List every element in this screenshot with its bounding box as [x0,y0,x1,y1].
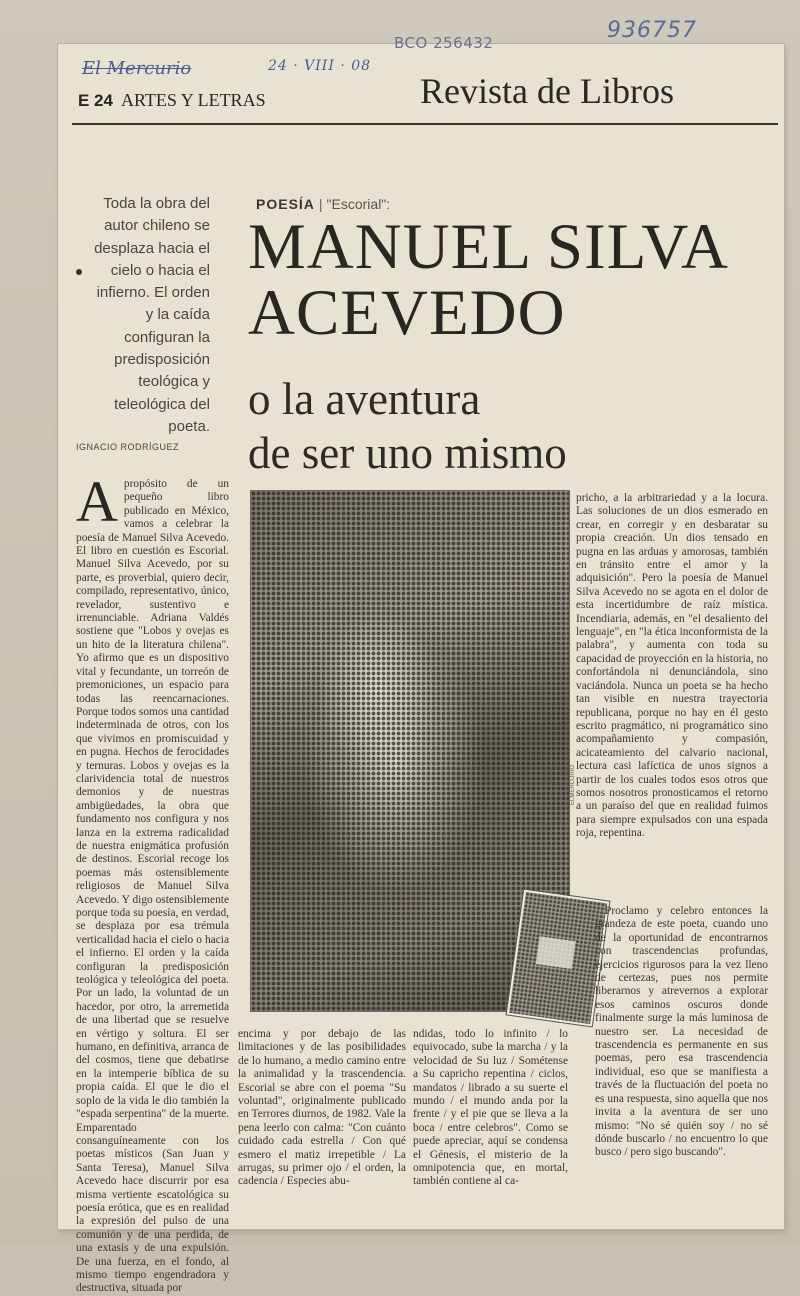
archive-id-stamp: BCO 256432 [394,34,494,52]
handwritten-source: El Mercurio [82,58,192,79]
body-column-right-bottom [595,905,768,1230]
body-column-middle-1 [238,1028,406,1228]
subheadline [248,372,768,480]
headline-line-1: MANUEL SILVA [248,211,729,283]
lede-text: Toda la obra del autor chileno se desplaza hacia el cielo o hacia el infierno. El orden y la caída configuran la predisposición teológica y teleológica del poeta. [94,195,210,435]
page-folio [78,90,266,111]
page-number: E 24 [78,91,113,110]
drop-cap: A [76,469,118,534]
section-title: Revista de Libros [420,71,674,111]
kicker-subtitle: "Escorial": [326,196,391,212]
headline [248,211,768,349]
body-column-right-top [576,492,768,898]
byline: IGNACIO RODRÍGUEZ [76,442,180,452]
body-text-left: propósito de un pequeño libro publicado en México, vamos a celebrar la poesía de Manuel Silva Acevedo. El libro en cuestión es Escorial. Manuel Silva Acevedo, por su parte, es proverbial, quiero decir, compilado, representativo, único, revelador, sustentivo e irrenunciable. Adriana Valdés sostiene que "Lobos y ovejas es un hito de la literatura chilena". Yo afirmo que es un dispositivo vital y fecundante, un torreón de premoniciones, un espacio para todas las reencarnaciones. Porque todos somos una cantidad indeterminada de otros, con los que vivimos en promiscuidad y en pugna. Hechos de ferocidades y ternuras. Lobos y ovejas es la clarividencia total de nuestros demonios y de nuestras ambigüedades, la obra que fundamento nos configura y nos lanza en la extrema radicalidad de nuestra enigmática profusión de destinos. Escorial recoge los poemas más ostensiblemente religiosos de Manuel Silva Acevedo. Y digo ostensiblemente porque toda su poesía, en verdad, se desplaza por esa trémula verticalidad hacia el cielo o hacia el infierno. El orden y la caída configuran la predisposición teológica y teleológica del poeta. Por un lado, la voluntad de un hacedor, por otro, la arremetida de una libertad que se resuelve en vértigo y soltura. El ser humano, en definitiva, arranca de del cosmos, tiene que debatirse en la intemperie bíblica de su propia caída. El que le dio el soplo de la vida le dio también la "espada serpentina" de la muerte. Emparentado consanguíneamente con los poetas místicos (San Juan y Santa Teresa), Manuel Silva Acevedo hace discurrir por esa misma vertiente escatológica su poesía erótica, que es en realidad la expresión del pulso de una comunión y de una perdida, de una extasis y de una expulsión. De una fuerza, en el fondo, al mismo tiempo engendradora y destructiva, situada por [76,478,229,1295]
kicker-label: POESÍA [256,196,315,212]
archive-number: 936757 [607,18,697,43]
body-text-middle-1: encima y por debajo de las limitaciones y de las posibilidades de lo humano, a medio camino entre la animalidad y la trascendencia. Escorial se abre con el poema "Su voluntad", originalmente publicado en Terrores diurnos, de 1982. Vale la pena leerlo con calma: "Con cuánto cuidado cada estrella / Con qué esmero el matiz irrepetible / La arrugas, su primer ojo / el orden, la cadencia / Especies abu- [238,1028,406,1188]
body-column-left [76,469,229,1295]
body-text-right-top: pricho, a la arbitrariedad y a la locura. Las soluciones de un dios esmerado en crear, en corregir y en desbaratar su propia creación. Un dios tensado en pugna en las arduas y amorosas, también en tránsito entre el amor y la adquisición". Pero la poesía de Manuel Silva Acevedo no se agota en el dolor de esta incertidumbre de raíz mística. Incendiaria, además, en "el desaliento del lenguaje", en "la ética inconformista de la palabra", y aumenta con toda su capacidad de proyección en la historia, no confortándola ni denunciándola, sino vaciándola. Nunca un poeta se ha hecho tan visible en nuestra trayectoria republicana, porque no hay en él gesto escrito pragmático, ni programático sino acompañamiento y compasión, acicateamiento del calvario nacional, lectura casi lafíctica de unos signos a partir de los cuales todos esos otros que somos nosotros pronosticamos el retorno a un paraíso del que en realidad fuimos para siempre expulsados con una espada roja, repentina. [576,492,768,840]
handwritten-date: 24 · VIII · 08 [268,58,372,74]
body-text-right-bottom: Proclamo y celebro entonces la grandeza de este poeta, cuando uno de la oportunidad de encontrarnos con trascendencias profundas, ejercicios rigurosos para la vez lleno de certezas, pues nos permite liberarnos y atrevernos a explorar esos caminos oscuros donde finalmente surge la más luminosa de nuestro ser. La necesidad de trascendencia es permanente en sus poemas, pero esa trascendencia individual, eso que se manifiesta a través de la fluctuación del poeta no es una respuesta, sino aquella que nos invita a la aventura de ser uno mismo: "No sé quién soy / no sé dónde buscarlo / no encuentro lo que busco / pero sigo buscando". [595,905,768,1159]
lede-bullet [76,269,82,275]
header-rule [72,123,778,125]
headline-line-2: ACEVEDO [248,277,566,349]
body-column-middle-2 [413,1028,568,1228]
subhead-line-2: de ser uno mismo [248,428,567,478]
book-cover-image [507,890,610,1027]
subhead-line-1: o la aventura [248,374,481,424]
kicker-separator: | [318,196,323,212]
article-kicker [256,196,390,212]
section-name: ARTES Y LETRAS [120,90,266,110]
photo-credit: ELMERCURIO [570,764,576,805]
body-text-middle-2: ndidas, todo lo infinito / lo equivocado, sube la marcha / y la velocidad de Su luz / Sométense a Su capricho repentina / ciclos, mandatos / librado a su suerte el mundo / el mundo anda por la frente / y el pie que se lleva a la boca / entre celebros". Como se puede apreciar, aquí se condensa el Génesis, el misterio de la omnipotencia que, en mortal, también contiene al ca- [413,1028,568,1188]
